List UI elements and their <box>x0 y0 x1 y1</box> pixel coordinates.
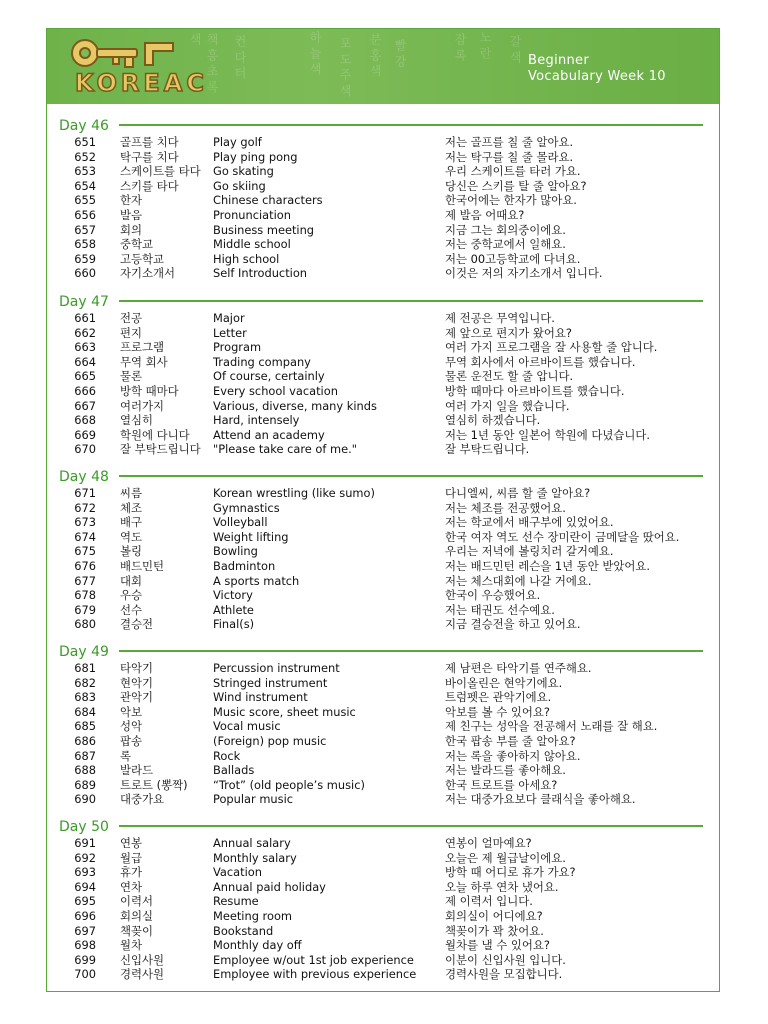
korean-word: 잘 부탁드립니다 <box>120 442 201 457</box>
word-number: 684 <box>74 704 96 719</box>
vocab-row <box>47 193 719 208</box>
english-meaning: Self Introduction <box>213 266 308 281</box>
example-sentence: 방학 때 어디로 휴가 가요? <box>445 865 576 880</box>
vocab-row <box>47 676 719 691</box>
example-sentence: 저는 록을 좋아하지 않아요. <box>445 748 581 763</box>
day-heading <box>59 466 703 484</box>
korean-word: 결승전 <box>120 617 154 632</box>
word-number: 665 <box>74 369 96 384</box>
english-meaning: Wind instrument <box>213 690 308 705</box>
day-divider <box>119 124 703 126</box>
word-number: 678 <box>74 588 96 603</box>
word-number: 691 <box>74 836 96 850</box>
banner-title <box>528 53 666 85</box>
vocab-row <box>47 164 719 179</box>
korean-word: 한자 <box>120 193 143 208</box>
word-number: 680 <box>74 617 96 632</box>
vocab-row <box>47 588 719 603</box>
word-number: 669 <box>74 427 96 442</box>
korean-word: 여러가지 <box>120 398 165 413</box>
english-meaning: Of course, certainly <box>213 369 325 384</box>
english-meaning: Meeting room <box>213 909 293 923</box>
word-number: 666 <box>74 384 96 398</box>
vocab-row <box>47 661 719 676</box>
korean-word: 탁구를 치다 <box>120 149 179 164</box>
example-sentence: 저는 탁구를 칠 줄 몰라요. <box>445 149 574 164</box>
korean-word: 경력사원 <box>120 967 165 982</box>
korean-word: 신입사원 <box>120 952 165 967</box>
english-meaning: Letter <box>213 325 247 340</box>
example-sentence: 오늘은 제 월급날이에요. <box>445 850 566 865</box>
word-number: 664 <box>74 354 96 369</box>
korean-word: 악보 <box>120 704 143 719</box>
korean-word: 트로트 (뽕짝) <box>120 777 188 792</box>
korean-word: 발라드 <box>120 763 154 778</box>
example-sentence: 저는 배드민턴 레슨을 1년 동안 받았어요. <box>445 559 651 573</box>
word-number: 693 <box>74 865 96 880</box>
korean-word: 성악 <box>120 719 143 734</box>
example-sentence: 제 남편은 타악기를 연주해요. <box>445 661 592 675</box>
english-meaning: Ballads <box>213 763 255 778</box>
english-meaning: Business meeting <box>213 222 315 237</box>
korean-word: 회의실 <box>120 909 154 923</box>
example-sentence: 월차를 낼 수 있어요? <box>445 938 550 953</box>
korean-word: 연봉 <box>120 836 143 850</box>
word-number: 700 <box>74 967 96 982</box>
vocab-row <box>47 384 719 399</box>
vocab-row <box>47 909 719 924</box>
korean-word: 발음 <box>120 208 143 222</box>
word-number: 696 <box>74 909 96 923</box>
english-meaning: Resume <box>213 894 259 909</box>
example-sentence: 연봉이 얼마예요? <box>445 836 532 850</box>
word-number: 658 <box>74 237 96 252</box>
english-meaning: Popular music <box>213 792 294 807</box>
koreac-logo <box>67 35 242 95</box>
vocab-row <box>47 369 719 384</box>
example-sentence: 당신은 스키를 탈 줄 알아요? <box>445 178 587 193</box>
korean-word: 편지 <box>120 325 143 340</box>
english-meaning: Victory <box>213 588 253 603</box>
example-sentence: 제 친구는 성악을 전공해서 노래를 잘 해요. <box>445 719 658 734</box>
day-label: Day 49 <box>59 644 113 660</box>
example-sentence: 회의실이 어디에요? <box>445 909 543 923</box>
vocab-row <box>47 865 719 880</box>
vocab-row <box>47 778 719 793</box>
word-number: 670 <box>74 442 96 457</box>
example-sentence: 제 전공은 무역입니다. <box>445 311 555 325</box>
korean-word: 타악기 <box>120 661 154 675</box>
example-sentence: 저는 학교에서 배구부에 있었어요. <box>445 515 614 530</box>
english-meaning: Program <box>213 340 262 355</box>
example-sentence: 저는 중학교에서 일해요. <box>445 237 566 252</box>
day-label: Day 46 <box>59 118 113 134</box>
banner-level: Beginner <box>528 53 590 68</box>
vocab-row <box>47 150 719 165</box>
example-sentence: 저는 발라드를 좋아해요. <box>445 763 566 778</box>
example-sentence: 저는 체조를 전공했어요. <box>445 500 566 515</box>
korean-word: 역도 <box>120 529 143 544</box>
vocab-row <box>47 355 719 370</box>
word-number: 653 <box>74 164 96 179</box>
vocab-row <box>47 763 719 778</box>
day-divider <box>119 650 703 652</box>
english-meaning: Middle school <box>213 237 291 252</box>
korean-word: 중학교 <box>120 237 154 252</box>
example-sentence: 한국 여자 역도 선수 장미란이 금메달을 땄어요. <box>445 529 680 544</box>
example-sentence: 바이올린은 현악기에요. <box>445 675 563 690</box>
day-label: Day 47 <box>59 294 113 310</box>
example-sentence: 한국 팝송 부를 줄 알아요? <box>445 734 576 748</box>
word-number: 656 <box>74 208 96 222</box>
vocab-row <box>47 734 719 749</box>
english-meaning: Pronunciation <box>213 208 291 222</box>
svg-text:KOREAC: KOREAC <box>75 69 208 95</box>
example-sentence: 저는 태권도 선수예요. <box>445 602 555 617</box>
example-sentence: 저는 체스대회에 나갈 거에요. <box>445 573 592 588</box>
word-number: 688 <box>74 763 96 778</box>
day-divider <box>119 825 703 827</box>
korean-word: 책꽂이 <box>120 923 154 938</box>
word-number: 685 <box>74 719 96 734</box>
english-meaning: Bowling <box>213 544 258 559</box>
word-number: 698 <box>74 938 96 953</box>
korean-word: 골프를 치다 <box>120 135 179 149</box>
english-meaning: (Foreign) pop music <box>213 734 327 748</box>
english-meaning: Weight lifting <box>213 529 289 544</box>
korean-word: 무역 회사 <box>120 354 168 369</box>
word-number: 690 <box>74 792 96 807</box>
vocab-row <box>47 266 719 281</box>
word-number: 671 <box>74 486 96 500</box>
day-heading <box>59 816 703 834</box>
korean-word: 배드민턴 <box>120 559 165 573</box>
korean-word: 자기소개서 <box>120 266 176 281</box>
example-sentence: 제 발음 어때요? <box>445 208 525 222</box>
korean-word: 스키를 타다 <box>120 178 179 193</box>
english-meaning: Vacation <box>213 865 262 880</box>
english-meaning: "Please take care of me." <box>213 442 357 457</box>
english-meaning: Play ping pong <box>213 149 298 164</box>
english-meaning: Go skating <box>213 164 274 179</box>
word-number: 699 <box>74 952 96 967</box>
word-number: 668 <box>74 413 96 428</box>
example-sentence: 제 이력서 입니다. <box>445 894 533 909</box>
korean-word: 방학 때마다 <box>120 384 179 398</box>
example-sentence: 열심히 하겠습니다. <box>445 413 541 428</box>
word-number: 681 <box>74 661 96 675</box>
word-number: 675 <box>74 544 96 559</box>
vocab-row <box>47 340 719 355</box>
korean-word: 배구 <box>120 515 143 530</box>
example-sentence: 우리 스케이트를 타러 가요. <box>445 164 581 179</box>
korean-word: 씨름 <box>120 486 143 500</box>
vocab-row <box>47 880 719 895</box>
word-number: 695 <box>74 894 96 909</box>
word-number: 652 <box>74 149 96 164</box>
english-meaning: Every school vacation <box>213 384 338 398</box>
korean-word: 볼링 <box>120 544 143 559</box>
vocab-row <box>47 574 719 589</box>
example-sentence: 저는 대중가요보다 클래식을 좋아해요. <box>445 792 636 807</box>
english-meaning: Employee w/out 1st job experience <box>213 952 414 967</box>
vocab-row <box>47 544 719 559</box>
word-number: 689 <box>74 777 96 792</box>
english-meaning: Athlete <box>213 602 254 617</box>
korean-word: 휴가 <box>120 865 143 880</box>
korean-word: 회의 <box>120 222 143 237</box>
example-sentence: 책꽂이가 꽉 찼어요. <box>445 923 544 938</box>
vocab-row <box>47 486 719 501</box>
english-meaning: Play golf <box>213 135 262 149</box>
english-meaning: Music score, sheet music <box>213 704 356 719</box>
korean-word: 열심히 <box>120 413 154 428</box>
day-heading <box>59 641 703 659</box>
vocab-row <box>47 559 719 574</box>
word-number: 692 <box>74 850 96 865</box>
vocab-row <box>47 603 719 618</box>
english-meaning: Vocal music <box>213 719 281 734</box>
example-sentence: 오늘 하루 연차 냈어요. <box>445 879 559 894</box>
korean-word: 고등학교 <box>120 251 165 266</box>
vocab-row <box>47 135 719 150</box>
english-meaning: Badminton <box>213 559 276 573</box>
word-number: 683 <box>74 690 96 705</box>
vocab-row <box>47 442 719 457</box>
vocab-row <box>47 749 719 764</box>
vocab-row <box>47 690 719 705</box>
word-number: 655 <box>74 193 96 208</box>
vocab-row <box>47 179 719 194</box>
word-number: 673 <box>74 515 96 530</box>
vocab-row <box>47 501 719 516</box>
english-meaning: Final(s) <box>213 617 255 632</box>
vocab-row <box>47 705 719 720</box>
english-meaning: Major <box>213 311 245 325</box>
word-number: 672 <box>74 500 96 515</box>
day-label: Day 50 <box>59 819 113 835</box>
english-meaning: Various, diverse, many kinds <box>213 398 377 413</box>
header-banner: 책 흥 초 록 색 컨 다 터 하 늘 색 포 도 주 색 분 홍 색 빨 강 잠 록 노 란 갈 색 KOREAC Beginner Vocabulary Week 10 <box>47 29 719 104</box>
english-meaning: Trading company <box>213 354 311 369</box>
word-number: 667 <box>74 398 96 413</box>
korean-word: 물론 <box>120 369 143 384</box>
english-meaning: A sports match <box>213 573 300 588</box>
example-sentence: 한국어에는 한자가 많아요. <box>445 193 577 208</box>
korean-word: 월급 <box>120 850 143 865</box>
korean-word: 전공 <box>120 311 143 325</box>
example-sentence: 트럼펫은 관악기에요. <box>445 690 552 705</box>
vocab-row <box>47 836 719 851</box>
word-number: 662 <box>74 325 96 340</box>
example-sentence: 우리는 저녁에 볼링치러 갈거예요. <box>445 544 614 559</box>
korean-word: 우승 <box>120 588 143 603</box>
vocab-row <box>47 223 719 238</box>
word-number: 661 <box>74 311 96 325</box>
example-sentence: 이것은 저의 자기소개서 입니다. <box>445 266 603 281</box>
example-sentence: 여러 가지 일을 했습니다. <box>445 398 570 413</box>
vocab-row <box>47 967 719 982</box>
english-meaning: Annual salary <box>213 836 291 850</box>
example-sentence: 저는 골프를 칠 줄 알아요. <box>445 135 574 149</box>
english-meaning: Gymnastics <box>213 500 280 515</box>
example-sentence: 다니엘씨, 씨름 할 줄 알아요? <box>445 486 591 500</box>
korean-word: 연차 <box>120 879 143 894</box>
vocab-row <box>47 311 719 326</box>
word-number: 682 <box>74 675 96 690</box>
korean-word: 현악기 <box>120 675 154 690</box>
korean-word: 프로그램 <box>120 340 165 355</box>
vocab-row <box>47 719 719 734</box>
vocab-row <box>47 413 719 428</box>
example-sentence: 이분이 신입사원 입니다. <box>445 952 566 967</box>
example-sentence: 저는 1년 동안 일본어 학원에 다녔습니다. <box>445 427 651 442</box>
english-meaning: Annual paid holiday <box>213 879 326 894</box>
vocab-row <box>47 924 719 939</box>
word-number: 651 <box>74 135 96 149</box>
example-sentence: 저는 00고등학교에 다녀요. <box>445 251 581 266</box>
word-number: 654 <box>74 178 96 193</box>
vocab-row <box>47 530 719 545</box>
vocab-row <box>47 851 719 866</box>
english-meaning: “Trot” (old people’s music) <box>213 777 365 792</box>
example-sentence: 물론 운전도 할 줄 압니다. <box>445 369 574 384</box>
example-sentence: 여러 가지 프로그램을 잘 사용할 줄 압니다. <box>445 340 658 355</box>
english-meaning: Bookstand <box>213 923 274 938</box>
korean-word: 록 <box>120 748 132 763</box>
vocab-row <box>47 237 719 252</box>
vocab-row <box>47 515 719 530</box>
word-number: 694 <box>74 879 96 894</box>
english-meaning: Percussion instrument <box>213 661 340 675</box>
word-number: 679 <box>74 602 96 617</box>
vocab-row <box>47 617 719 632</box>
korean-word: 월차 <box>120 938 143 953</box>
word-number: 676 <box>74 559 96 573</box>
korean-word: 선수 <box>120 602 143 617</box>
example-sentence: 지금 결승전을 하고 있어요. <box>445 617 581 632</box>
vocab-row <box>47 792 719 807</box>
korean-word: 이력서 <box>120 894 154 909</box>
word-number: 663 <box>74 340 96 355</box>
word-number: 659 <box>74 251 96 266</box>
day-label: Day 48 <box>59 469 113 485</box>
day-heading <box>59 115 703 133</box>
english-meaning: Go skiing <box>213 178 266 193</box>
word-number: 697 <box>74 923 96 938</box>
korean-word: 학원에 다니다 <box>120 427 190 442</box>
english-meaning: Monthly day off <box>213 938 302 953</box>
word-number: 677 <box>74 573 96 588</box>
day-heading <box>59 291 703 309</box>
english-meaning: Monthly salary <box>213 850 297 865</box>
day-divider <box>119 300 703 302</box>
korean-word: 스케이트를 타다 <box>120 164 201 179</box>
vocab-row <box>47 428 719 443</box>
vocab-row <box>47 938 719 953</box>
word-number: 660 <box>74 266 96 281</box>
word-number: 686 <box>74 734 96 748</box>
vocab-row <box>47 894 719 909</box>
example-sentence: 제 앞으로 편지가 왔어요? <box>445 325 572 340</box>
banner-week: Vocabulary Week 10 <box>528 69 666 84</box>
example-sentence: 무역 회사에서 아르바이트를 했습니다. <box>445 354 636 369</box>
english-meaning: Korean wrestling (like sumo) <box>213 486 375 500</box>
example-sentence: 경력사원을 모집합니다. <box>445 967 563 982</box>
vocab-row <box>47 953 719 968</box>
korean-word: 체조 <box>120 500 143 515</box>
worksheet <box>46 28 720 992</box>
english-meaning: Chinese characters <box>213 193 323 208</box>
english-meaning: Employee with previous experience <box>213 967 417 982</box>
example-sentence: 한국이 우승했어요. <box>445 588 541 603</box>
english-meaning: Volleyball <box>213 515 268 530</box>
vocab-row <box>47 399 719 414</box>
example-sentence: 잘 부탁드립니다. <box>445 442 530 457</box>
example-sentence: 방학 때마다 아르바이트를 했습니다. <box>445 384 625 398</box>
english-meaning: Stringed instrument <box>213 675 328 690</box>
vocab-row <box>47 208 719 223</box>
word-number: 674 <box>74 529 96 544</box>
korean-word: 관악기 <box>120 690 154 705</box>
example-sentence: 한국 트로트를 아세요? <box>445 777 558 792</box>
korean-word: 대중가요 <box>120 792 165 807</box>
example-sentence: 악보를 볼 수 있어요? <box>445 704 550 719</box>
vocab-row <box>47 252 719 267</box>
english-meaning: Rock <box>213 748 241 763</box>
korean-word: 팝송 <box>120 734 143 748</box>
word-number: 687 <box>74 748 96 763</box>
korean-word: 대회 <box>120 573 143 588</box>
word-number: 657 <box>74 222 96 237</box>
day-divider <box>119 475 703 477</box>
english-meaning: High school <box>213 251 280 266</box>
english-meaning: Hard, intensely <box>213 413 300 428</box>
example-sentence: 지금 그는 회의중이에요. <box>445 222 566 237</box>
vocab-row <box>47 326 719 341</box>
english-meaning: Attend an academy <box>213 427 325 442</box>
